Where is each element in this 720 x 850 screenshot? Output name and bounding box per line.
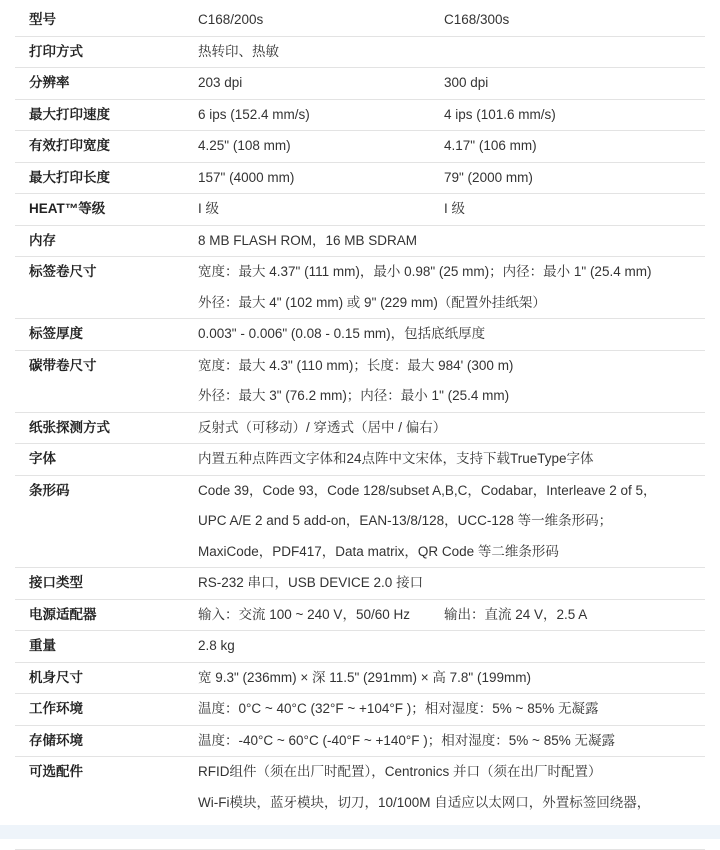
spec-values <box>198 319 705 350</box>
spec-row <box>15 68 705 100</box>
spec-value-line <box>198 444 705 475</box>
spec-value-secondary: 79" (2000 mm) <box>444 169 533 185</box>
spec-label: 条形码 <box>29 482 70 498</box>
spec-value: 输入：交流 100 ~ 240 V，50/60 Hz <box>198 606 410 622</box>
spec-value-secondary: 4.17" (106 mm) <box>444 138 537 153</box>
spec-label: 可选配件 <box>29 764 83 779</box>
spec-values <box>198 631 705 662</box>
spec-value-line <box>198 413 705 444</box>
spec-value-line <box>198 788 705 819</box>
spec-row <box>15 100 705 132</box>
spec-label: 最大打印速度 <box>29 106 110 122</box>
spec-value: 宽度：最大 4.3" (110 mm)；长度：最大 984' (300 m) <box>198 357 514 373</box>
spec-row <box>15 226 705 258</box>
spec-row <box>15 476 705 569</box>
spec-value: 2.8 kg <box>198 638 235 653</box>
spec-value: 内置五种点阵西文字体和24点阵中文宋体，支持下载TrueType字体 <box>198 451 594 466</box>
spec-row <box>15 5 705 37</box>
spec-label: 纸张探测方式 <box>29 419 110 435</box>
spec-values <box>198 663 705 694</box>
spec-values <box>198 163 705 194</box>
spec-row <box>15 600 705 632</box>
spec-values <box>198 600 705 631</box>
spec-label: 电源适配器 <box>29 606 97 622</box>
spec-label: 工作环境 <box>29 701 83 716</box>
spec-row <box>15 444 705 476</box>
spec-value-secondary: C168/300s <box>444 12 510 27</box>
spec-values <box>198 444 705 475</box>
spec-row <box>15 351 705 413</box>
spec-value-line <box>198 163 705 194</box>
spec-value: 热转印、热敏 <box>198 43 279 59</box>
spec-label: 打印方式 <box>29 43 83 59</box>
spec-value: RFID组件（须在出厂时配置），Centronics 并口（须在出厂时配置） <box>198 764 602 779</box>
spec-label: 内存 <box>29 232 56 248</box>
spec-value: 203 dpi <box>198 75 243 90</box>
spec-value-line <box>198 37 705 68</box>
spec-values <box>198 351 705 412</box>
spec-value-line <box>198 5 705 36</box>
spec-values <box>198 131 705 162</box>
spec-row <box>15 413 705 445</box>
spec-label: 机身尺寸 <box>29 669 83 685</box>
spec-values <box>198 476 705 568</box>
spec-value-line <box>198 757 705 788</box>
spec-value: 反射式（可移动）/ 穿透式（居中 / 偏右） <box>198 419 447 435</box>
spec-values <box>198 5 705 36</box>
spec-value-secondary: 输出：直流 24 V，2.5 A <box>444 606 588 622</box>
spec-values <box>198 413 705 444</box>
spec-value: 宽 9.3" (236mm) × 深 11.5" (291mm) × 高 7.8" (199mm) <box>198 669 531 685</box>
spec-value: RS-232 串口，USB DEVICE 2.0 接口 <box>198 575 424 590</box>
spec-value-line <box>198 476 705 507</box>
spec-label: 重量 <box>29 638 56 653</box>
spec-value-line <box>198 194 705 225</box>
spec-value: C168/200s <box>198 12 264 27</box>
spec-label: 碳带卷尺寸 <box>29 357 97 373</box>
spec-row <box>15 37 705 69</box>
spec-value: 4.25" (108 mm) <box>198 138 291 153</box>
spec-row <box>15 319 705 351</box>
spec-row <box>15 163 705 195</box>
spec-value-line <box>198 726 705 757</box>
spec-value: MaxiCode，PDF417，Data matrix，QR Code 等二维条形码 <box>198 543 559 559</box>
spec-value-line <box>198 131 705 162</box>
spec-label: 标签卷尺寸 <box>29 264 97 279</box>
spec-value-line <box>198 226 705 257</box>
spec-row <box>15 663 705 695</box>
spec-row <box>15 568 705 600</box>
spec-label: 标签厚度 <box>29 326 83 341</box>
bottom-strip <box>0 825 720 839</box>
spec-value: 0.003" - 0.006" (0.08 - 0.15 mm)，包括底纸厚度 <box>198 326 486 341</box>
spec-label: 字体 <box>29 451 56 466</box>
spec-values <box>198 257 705 318</box>
spec-row <box>15 194 705 226</box>
spec-value: UPC A/E 2 and 5 add-on，EAN-13/8/128，UCC-128 等一维条形码； <box>198 513 613 528</box>
spec-label: 最大打印长度 <box>29 169 110 185</box>
spec-label: HEAT™等级 <box>29 201 106 216</box>
spec-value-line <box>198 537 705 568</box>
spec-value-line <box>198 100 705 131</box>
spec-value: 外径：最大 4" (102 mm) 或 9" (229 mm)（配置外挂纸架） <box>198 294 546 310</box>
spec-table <box>15 5 705 850</box>
spec-row <box>15 131 705 163</box>
spec-value-line <box>198 568 705 599</box>
spec-values <box>198 694 705 725</box>
spec-value: Code 39，Code 93，Code 128/subset A,B,C，Codabar，Interleave 2 of 5， <box>198 482 657 498</box>
spec-value: 8 MB FLASH ROM，16 MB SDRAM <box>198 232 418 248</box>
spec-value-secondary: I 级 <box>444 201 466 216</box>
spec-values <box>198 568 705 599</box>
spec-value: 温度：-40°C ~ 60°C (-40°F ~ +140°F )；相对湿度：5% ~ 85% 无凝露 <box>198 732 615 748</box>
spec-label: 接口类型 <box>29 575 83 590</box>
spec-value-line <box>198 694 705 725</box>
spec-value: 温度：0°C ~ 40°C (32°F ~ +104°F )；相对湿度：5% ~ 85% 无凝露 <box>198 701 599 716</box>
spec-values <box>198 100 705 131</box>
spec-value-secondary: 4 ips (101.6 mm/s) <box>444 106 556 122</box>
spec-values <box>198 226 705 257</box>
spec-value-line <box>198 663 705 694</box>
spec-label: 有效打印宽度 <box>29 138 110 153</box>
spec-row <box>15 694 705 726</box>
spec-value-secondary: 300 dpi <box>444 75 489 90</box>
spec-value-line <box>198 68 705 99</box>
spec-values <box>198 726 705 757</box>
spec-row <box>15 726 705 758</box>
spec-value: 157" (4000 mm) <box>198 169 295 185</box>
spec-values <box>198 68 705 99</box>
spec-value: I 级 <box>198 201 220 216</box>
spec-value-line <box>198 288 705 319</box>
spec-value: Wi-Fi模块，蓝牙模块，切刀，10/100M 自适应以太网口，外置标签回绕器， <box>198 794 651 810</box>
spec-label: 分辨率 <box>29 75 70 90</box>
spec-label: 存储环境 <box>29 732 83 748</box>
spec-value: 外径：最大 3" (76.2 mm)；内径：最小 1" (25.4 mm) <box>198 388 510 403</box>
spec-value-line <box>198 600 705 631</box>
spec-value: 宽度：最大 4.37" (111 mm)，最小 0.98" (25 mm)；内径：最小 1" (25.4 mm) <box>198 264 652 279</box>
spec-row <box>15 257 705 319</box>
spec-row <box>15 631 705 663</box>
spec-value-line <box>198 506 705 537</box>
spec-value: 6 ips (152.4 mm/s) <box>198 106 310 122</box>
spec-values <box>198 37 705 68</box>
spec-value-line <box>198 381 705 412</box>
spec-label: 型号 <box>29 12 56 27</box>
spec-value-line <box>198 257 705 288</box>
spec-value-line <box>198 351 705 382</box>
spec-value-line <box>198 319 705 350</box>
spec-values <box>198 194 705 225</box>
spec-value-line <box>198 631 705 662</box>
